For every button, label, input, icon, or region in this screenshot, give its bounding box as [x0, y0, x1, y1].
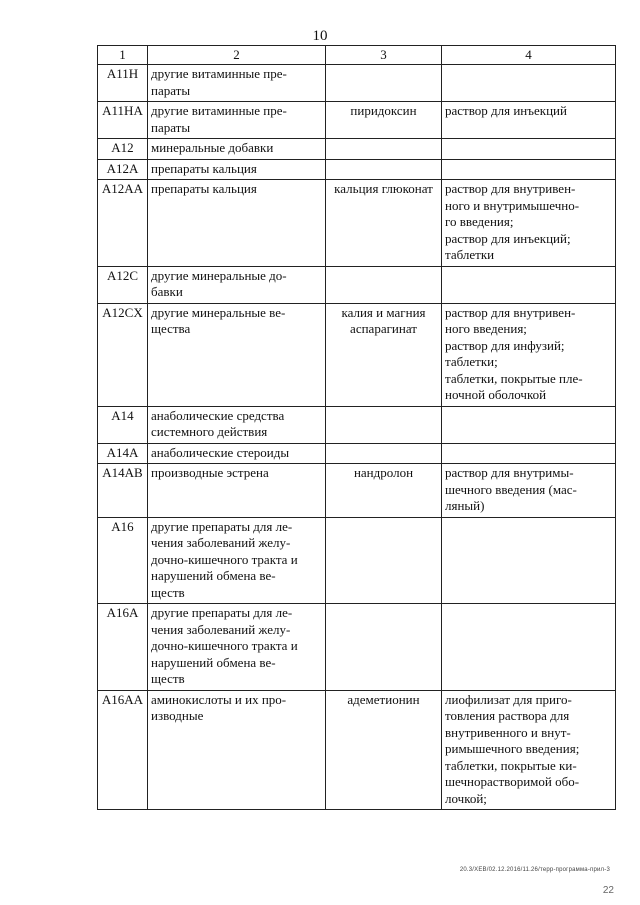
code-cell: A12C — [98, 266, 148, 303]
table-row — [98, 102, 616, 139]
name-cell-line: дочно-кишечного тракта и — [151, 638, 298, 653]
form-cell — [442, 690, 616, 810]
form-cell-line: товления раствора для — [445, 708, 570, 723]
header-cell-inn: 3 — [326, 46, 442, 65]
form-cell-line: раствор для внутримы- — [445, 465, 574, 480]
form-cell-line: внутривенного и внут- — [445, 724, 571, 740]
name-cell-line: ществ — [151, 671, 185, 686]
page-number: 10 — [312, 28, 328, 44]
name-cell — [148, 464, 326, 518]
form-cell-line: лочкой; — [445, 790, 487, 806]
name-cell-line: другие минеральные ве- — [151, 304, 286, 320]
form-cell — [442, 604, 616, 691]
form-cell-line: ного введения; — [445, 321, 527, 336]
form-cell — [442, 443, 616, 464]
inn-cell — [326, 159, 442, 180]
table-row — [98, 604, 616, 691]
code-cell: A16AA — [98, 690, 148, 810]
name-cell-line: другие препараты для ле- — [151, 605, 293, 620]
inn-cell-line: аспарагинат — [350, 321, 417, 336]
code-cell: A14 — [98, 406, 148, 443]
form-cell-line: таблетки; — [445, 354, 498, 369]
form-cell-line: раствор для инъекций — [445, 103, 567, 118]
name-cell-line: минеральные добавки — [151, 140, 274, 155]
code-cell: A14AB — [98, 464, 148, 518]
name-cell-line: нарушений обмена ве- — [151, 654, 276, 670]
form-cell-line: ного и внутримышечно- — [445, 197, 580, 213]
form-cell-line: раствор для инъекций; — [445, 230, 571, 246]
table-row — [98, 303, 616, 406]
form-cell — [442, 159, 616, 180]
name-cell-line: анаболические стероиды — [151, 444, 290, 460]
table-row — [98, 406, 616, 443]
table-row — [98, 517, 616, 604]
name-cell — [148, 266, 326, 303]
code-cell: A12A — [98, 159, 148, 180]
form-cell-line: раствор для внутривен- — [445, 181, 576, 196]
form-cell — [442, 517, 616, 604]
name-cell-line: аминокислоты и их про- — [151, 691, 287, 707]
name-cell — [148, 180, 326, 267]
form-cell-line: шечнорастворимой обо- — [445, 774, 580, 789]
name-cell-line: системного действия — [151, 424, 268, 439]
footer-reference: 20.3/ХЕВ/02.12.2016/11.26/терр-программа-прил-3 — [459, 867, 610, 873]
table-row — [98, 464, 616, 518]
name-cell-line: другие витаминные пре- — [151, 66, 287, 81]
table-row — [98, 65, 616, 102]
form-cell — [442, 303, 616, 406]
form-cell-line: шечного введения (мас- — [445, 481, 577, 497]
code-cell: A12 — [98, 139, 148, 160]
inn-cell — [326, 65, 442, 102]
inn-cell — [326, 443, 442, 464]
form-cell — [442, 65, 616, 102]
name-cell — [148, 406, 326, 443]
name-cell-line: анаболические средства — [151, 407, 285, 423]
name-cell-line: параты — [151, 119, 191, 135]
table-row — [98, 443, 616, 464]
form-cell-line: таблетки, покрытые ки- — [445, 757, 577, 773]
name-cell — [148, 65, 326, 102]
name-cell — [148, 604, 326, 691]
table-row — [98, 690, 616, 810]
corner-mark: 22 — [602, 885, 614, 896]
name-cell — [148, 159, 326, 180]
code-cell: A16A — [98, 604, 148, 691]
inn-cell — [326, 102, 442, 139]
code-cell: A16 — [98, 517, 148, 604]
inn-cell-line: адеметионин — [347, 691, 420, 707]
inn-cell-line: калия и магния — [341, 304, 426, 320]
name-cell — [148, 517, 326, 604]
form-cell — [442, 464, 616, 518]
form-cell — [442, 266, 616, 303]
code-cell: A12CX — [98, 303, 148, 406]
name-cell-line: другие минеральные до- — [151, 267, 287, 283]
name-cell-line: другие препараты для ле- — [151, 518, 293, 534]
table-header-row — [98, 46, 616, 65]
table-row — [98, 266, 616, 303]
inn-cell-line: пиридоксин — [350, 103, 417, 118]
name-cell-line: препараты кальция — [151, 160, 257, 176]
form-cell-line: го введения; — [445, 214, 514, 229]
name-cell-line: чения заболеваний желу- — [151, 535, 291, 550]
header-cell-code: 1 — [98, 46, 148, 65]
table-row — [98, 159, 616, 180]
header-cell-name: 2 — [148, 46, 326, 65]
drug-list-table — [97, 45, 616, 810]
name-cell-line: щества — [151, 321, 191, 336]
inn-cell-line: кальция глюконат — [334, 181, 433, 196]
form-cell — [442, 102, 616, 139]
name-cell-line: нарушений обмена ве- — [151, 568, 276, 583]
form-cell-line: раствор для внутривен- — [445, 304, 576, 320]
form-cell-line: ляный) — [445, 498, 485, 513]
name-cell — [148, 303, 326, 406]
name-cell — [148, 690, 326, 810]
inn-cell-line: нандролон — [353, 465, 414, 480]
name-cell-line: параты — [151, 82, 191, 98]
name-cell-line: бавки — [151, 284, 183, 299]
name-cell — [148, 139, 326, 160]
form-cell-line: римышечного введения; — [445, 741, 580, 756]
name-cell-line: дочно-кишечного тракта и — [151, 551, 298, 567]
form-cell-line: таблетки — [445, 247, 495, 262]
code-cell: A12AA — [98, 180, 148, 267]
name-cell-line: ществ — [151, 584, 185, 600]
name-cell — [148, 443, 326, 464]
form-cell — [442, 180, 616, 267]
inn-cell — [326, 303, 442, 406]
code-cell: A14A — [98, 443, 148, 464]
code-cell: A11HA — [98, 102, 148, 139]
name-cell-line: препараты кальция — [151, 181, 257, 196]
form-cell — [442, 406, 616, 443]
name-cell-line: производные эстрена — [151, 465, 269, 480]
form-cell-line: раствор для инфузий; — [445, 337, 565, 353]
inn-cell — [326, 690, 442, 810]
inn-cell — [326, 464, 442, 518]
form-cell-line: лиофилизат для приго- — [445, 691, 572, 707]
name-cell-line: чения заболеваний желу- — [151, 621, 291, 637]
inn-cell — [326, 180, 442, 267]
inn-cell — [326, 604, 442, 691]
inn-cell — [326, 406, 442, 443]
inn-cell — [326, 266, 442, 303]
name-cell — [148, 102, 326, 139]
inn-cell — [326, 517, 442, 604]
table-row — [98, 139, 616, 160]
header-cell-form: 4 — [442, 46, 616, 65]
name-cell-line: другие витаминные пре- — [151, 103, 287, 118]
name-cell-line: изводные — [151, 708, 204, 723]
table-row — [98, 180, 616, 267]
code-cell: A11H — [98, 65, 148, 102]
form-cell-line: таблетки, покрытые пле- — [445, 370, 583, 386]
inn-cell — [326, 139, 442, 160]
form-cell — [442, 139, 616, 160]
form-cell-line: ночной оболочкой — [445, 387, 547, 402]
